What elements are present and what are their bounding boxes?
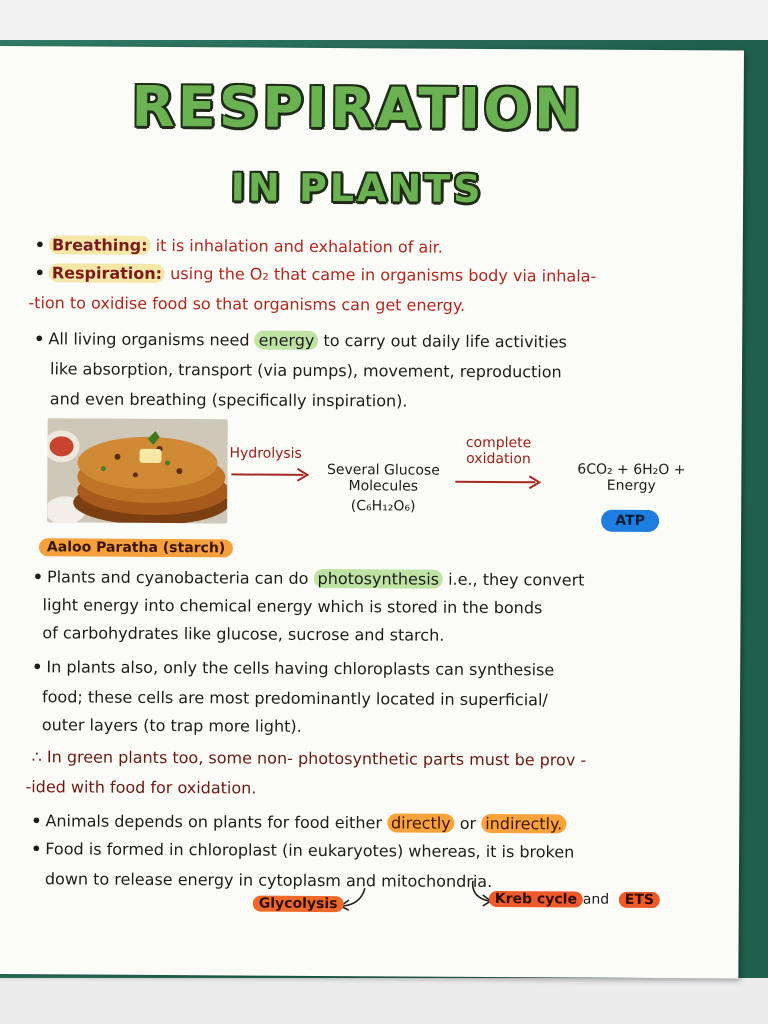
respiration-term: Respiration:	[49, 263, 165, 283]
and-label: and	[582, 891, 610, 908]
ets-label: ETS	[619, 892, 660, 908]
food-breakdown-line2: down to release energy in cytoplasm and mitochondria.	[44, 869, 493, 892]
atp-badge: ATP	[601, 510, 659, 532]
breathing-term: Breathing:	[49, 235, 151, 255]
chloroplast-para-line1: • In plants also, only the cells having chloroplasts can synthesise	[32, 657, 555, 680]
products-label: 6CO₂ + 6H₂O + Energy	[577, 461, 686, 495]
hydrolysis-label: Hydrolysis	[229, 445, 302, 462]
paratha-illustration	[47, 418, 228, 523]
photosynthesis-para-line2: light energy into chemical energy which is stored in the bonds	[42, 595, 543, 618]
page-title: RESPIRATION	[131, 74, 584, 143]
photosynthesis-highlight: photosynthesis	[314, 569, 444, 589]
energy-para-line1: • All living organisms need energy to carry out daily life activities	[34, 329, 567, 352]
breathing-text: it is inhalation and exhalation of air.	[155, 235, 443, 257]
indirectly-highlight: indirectly.	[481, 814, 566, 834]
energy-para-line2: like absorption, transport (via pumps), movement, reproduction	[49, 359, 562, 382]
directly-highlight: directly	[387, 813, 455, 832]
photosynthesis-para-line1: • Plants and cyanobacteria can do photosynthesis i.e., they convert	[32, 567, 585, 590]
energy-highlight: energy	[255, 331, 319, 350]
oxidation-label: complete oxidation	[465, 434, 532, 468]
background-bottom	[0, 978, 768, 1024]
food-breakdown-line1: • Food is formed in chloroplast (in eukaryotes) whereas, it is broken	[31, 839, 575, 862]
chloroplast-para-line3: outer layers (to trap more light).	[41, 715, 302, 736]
aaloo-paratha-photo	[47, 418, 228, 523]
respiration-definition: • Respiration: using the O₂ that came in organisms body via inhala-	[34, 263, 597, 286]
nonphotosynthetic-para-line1: ∴ In green plants too, some non- photosynthetic parts must be prov -	[31, 747, 587, 770]
energy-para-line3: and even breathing (specifically inspiration).	[49, 389, 408, 411]
notes-page	[0, 46, 744, 979]
nonphotosynthetic-para-line2: -ided with food for oxidation.	[25, 777, 257, 798]
hydrolysis-arrow	[229, 467, 311, 482]
kreb-cycle-label: Kreb cycle	[489, 891, 583, 908]
animals-para: • Animals depends on plants for food either directly or indirectly.	[31, 810, 566, 835]
oxidation-arrow	[453, 475, 543, 490]
page-subtitle: IN PLANTS	[230, 165, 484, 211]
respiration-text-line1: using the O₂ that came in organisms body via inhala-	[170, 264, 597, 286]
chloroplast-para-line2: food; these cells are most predominantly located in superficial/	[41, 687, 548, 710]
glucose-label: Several Glucose Molecules (C₆H₁₂O₆)	[326, 462, 440, 515]
photosynthesis-para-line3: of carbohydrates like glucose, sucrose and starch.	[42, 623, 445, 645]
breathing-definition: • Breathing: it is inhalation and exhalation of air.	[34, 235, 443, 257]
glycolysis-label: Glycolysis	[253, 896, 344, 913]
respiration-text-line2: -tion to oxidise food so that organisms can get energy.	[28, 293, 466, 315]
image-caption: Aaloo Paratha (starch)	[39, 538, 233, 557]
